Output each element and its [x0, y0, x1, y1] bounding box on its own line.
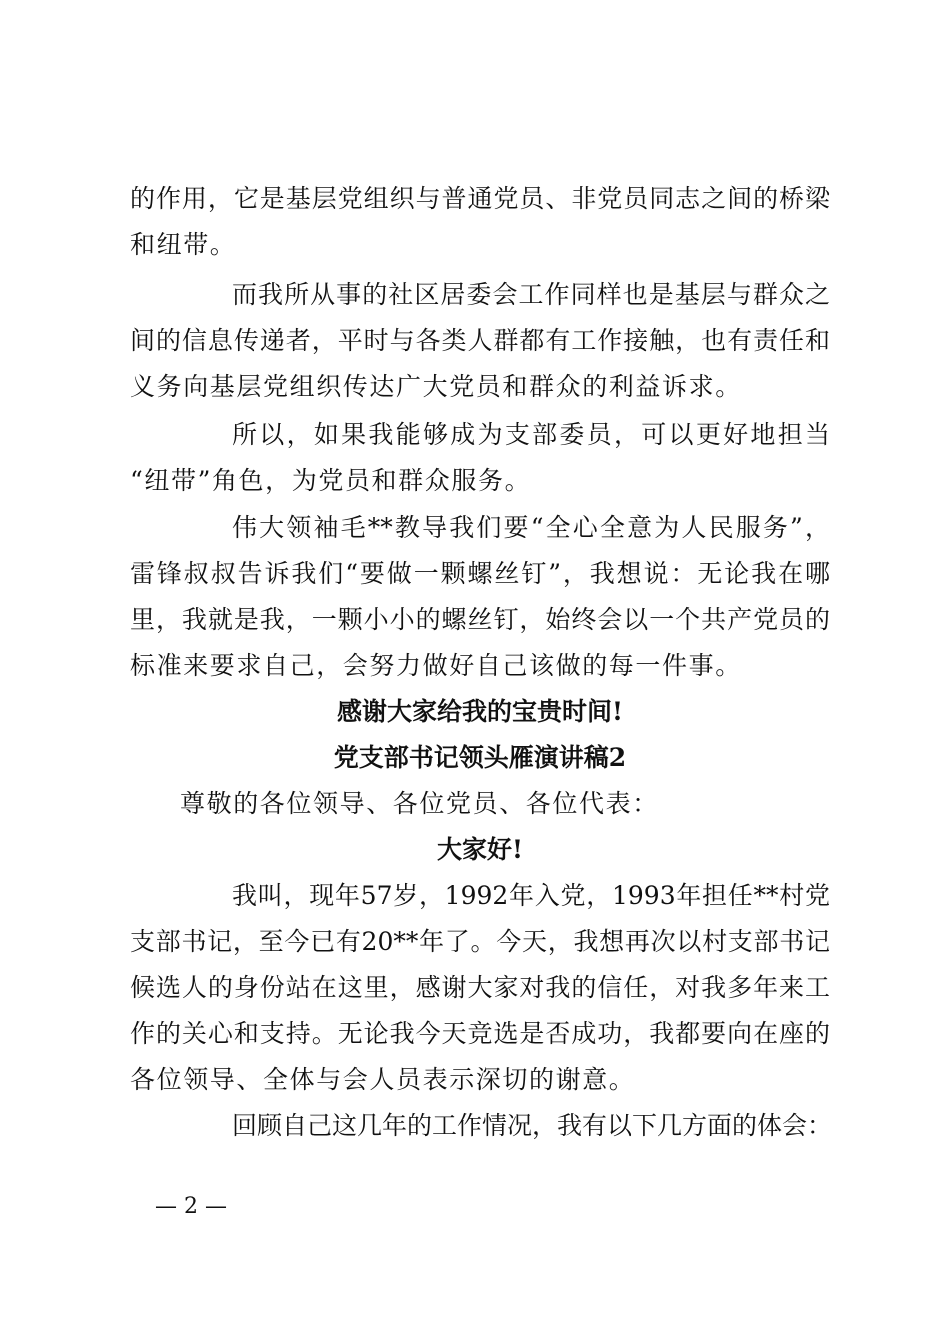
body-line-3: 而我所从事的社区居委会工作同样也是基层与群众之: [232, 280, 830, 309]
speech-title: 党支部书记领头雁演讲稿2: [333, 743, 627, 772]
body-line-18: 候选人的身份站在这里，感谢大家对我的信任，对我多年来工: [130, 973, 830, 1002]
body-line-1: 的作用，它是基层党组织与普通党员、非党员同志之间的桥梁: [130, 184, 830, 213]
body-line-4: 间的信息传递者，平时与各类人群都有工作接触，也有责任和: [130, 326, 830, 355]
body-line-8: 伟大领袖毛**教导我们要“全心全意为人民服务”，: [232, 513, 830, 542]
body-line-7: “纽带”角色，为党员和群众服务。: [130, 466, 532, 495]
body-line-10: 里，我就是我，一颗小小的螺丝钉，始终会以一个共产党员的: [130, 605, 830, 634]
greeting: 大家好!: [437, 835, 523, 864]
body-line-9: 雷锋叔叔告诉我们“要做一颗螺丝钉”，我想说：无论我在哪: [130, 559, 830, 588]
body-line-20: 各位领导、全体与会人员表示深切的谢意。: [130, 1065, 636, 1094]
body-line-2: 和纽带。: [130, 230, 237, 259]
body-line-19: 作的关心和支持。无论我今天竞选是否成功，我都要向在座的: [130, 1019, 830, 1048]
page-number: — 2 —: [155, 1194, 227, 1219]
salutation: 尊敬的各位领导、各位党员、各位代表：: [180, 789, 659, 818]
body-line-17: 支部书记，至今已有20**年了。今天，我想再次以村支部书记: [130, 927, 830, 956]
body-line-11: 标准来要求自己，会努力做好自己该做的每一件事。: [130, 651, 742, 680]
body-line-6: 所以，如果我能够成为支部委员，可以更好地担当: [232, 420, 830, 449]
thanks-heading: 感谢大家给我的宝贵时间!: [337, 697, 623, 726]
body-line-16: 我叫，现年57岁，1992年入党，1993年担任**村党: [232, 881, 830, 910]
body-line-21: 回顾自己这几年的工作情况，我有以下几方面的体会：: [232, 1111, 833, 1140]
body-line-5: 义务向基层党组织传达广大党员和群众的利益诉求。: [130, 372, 742, 401]
